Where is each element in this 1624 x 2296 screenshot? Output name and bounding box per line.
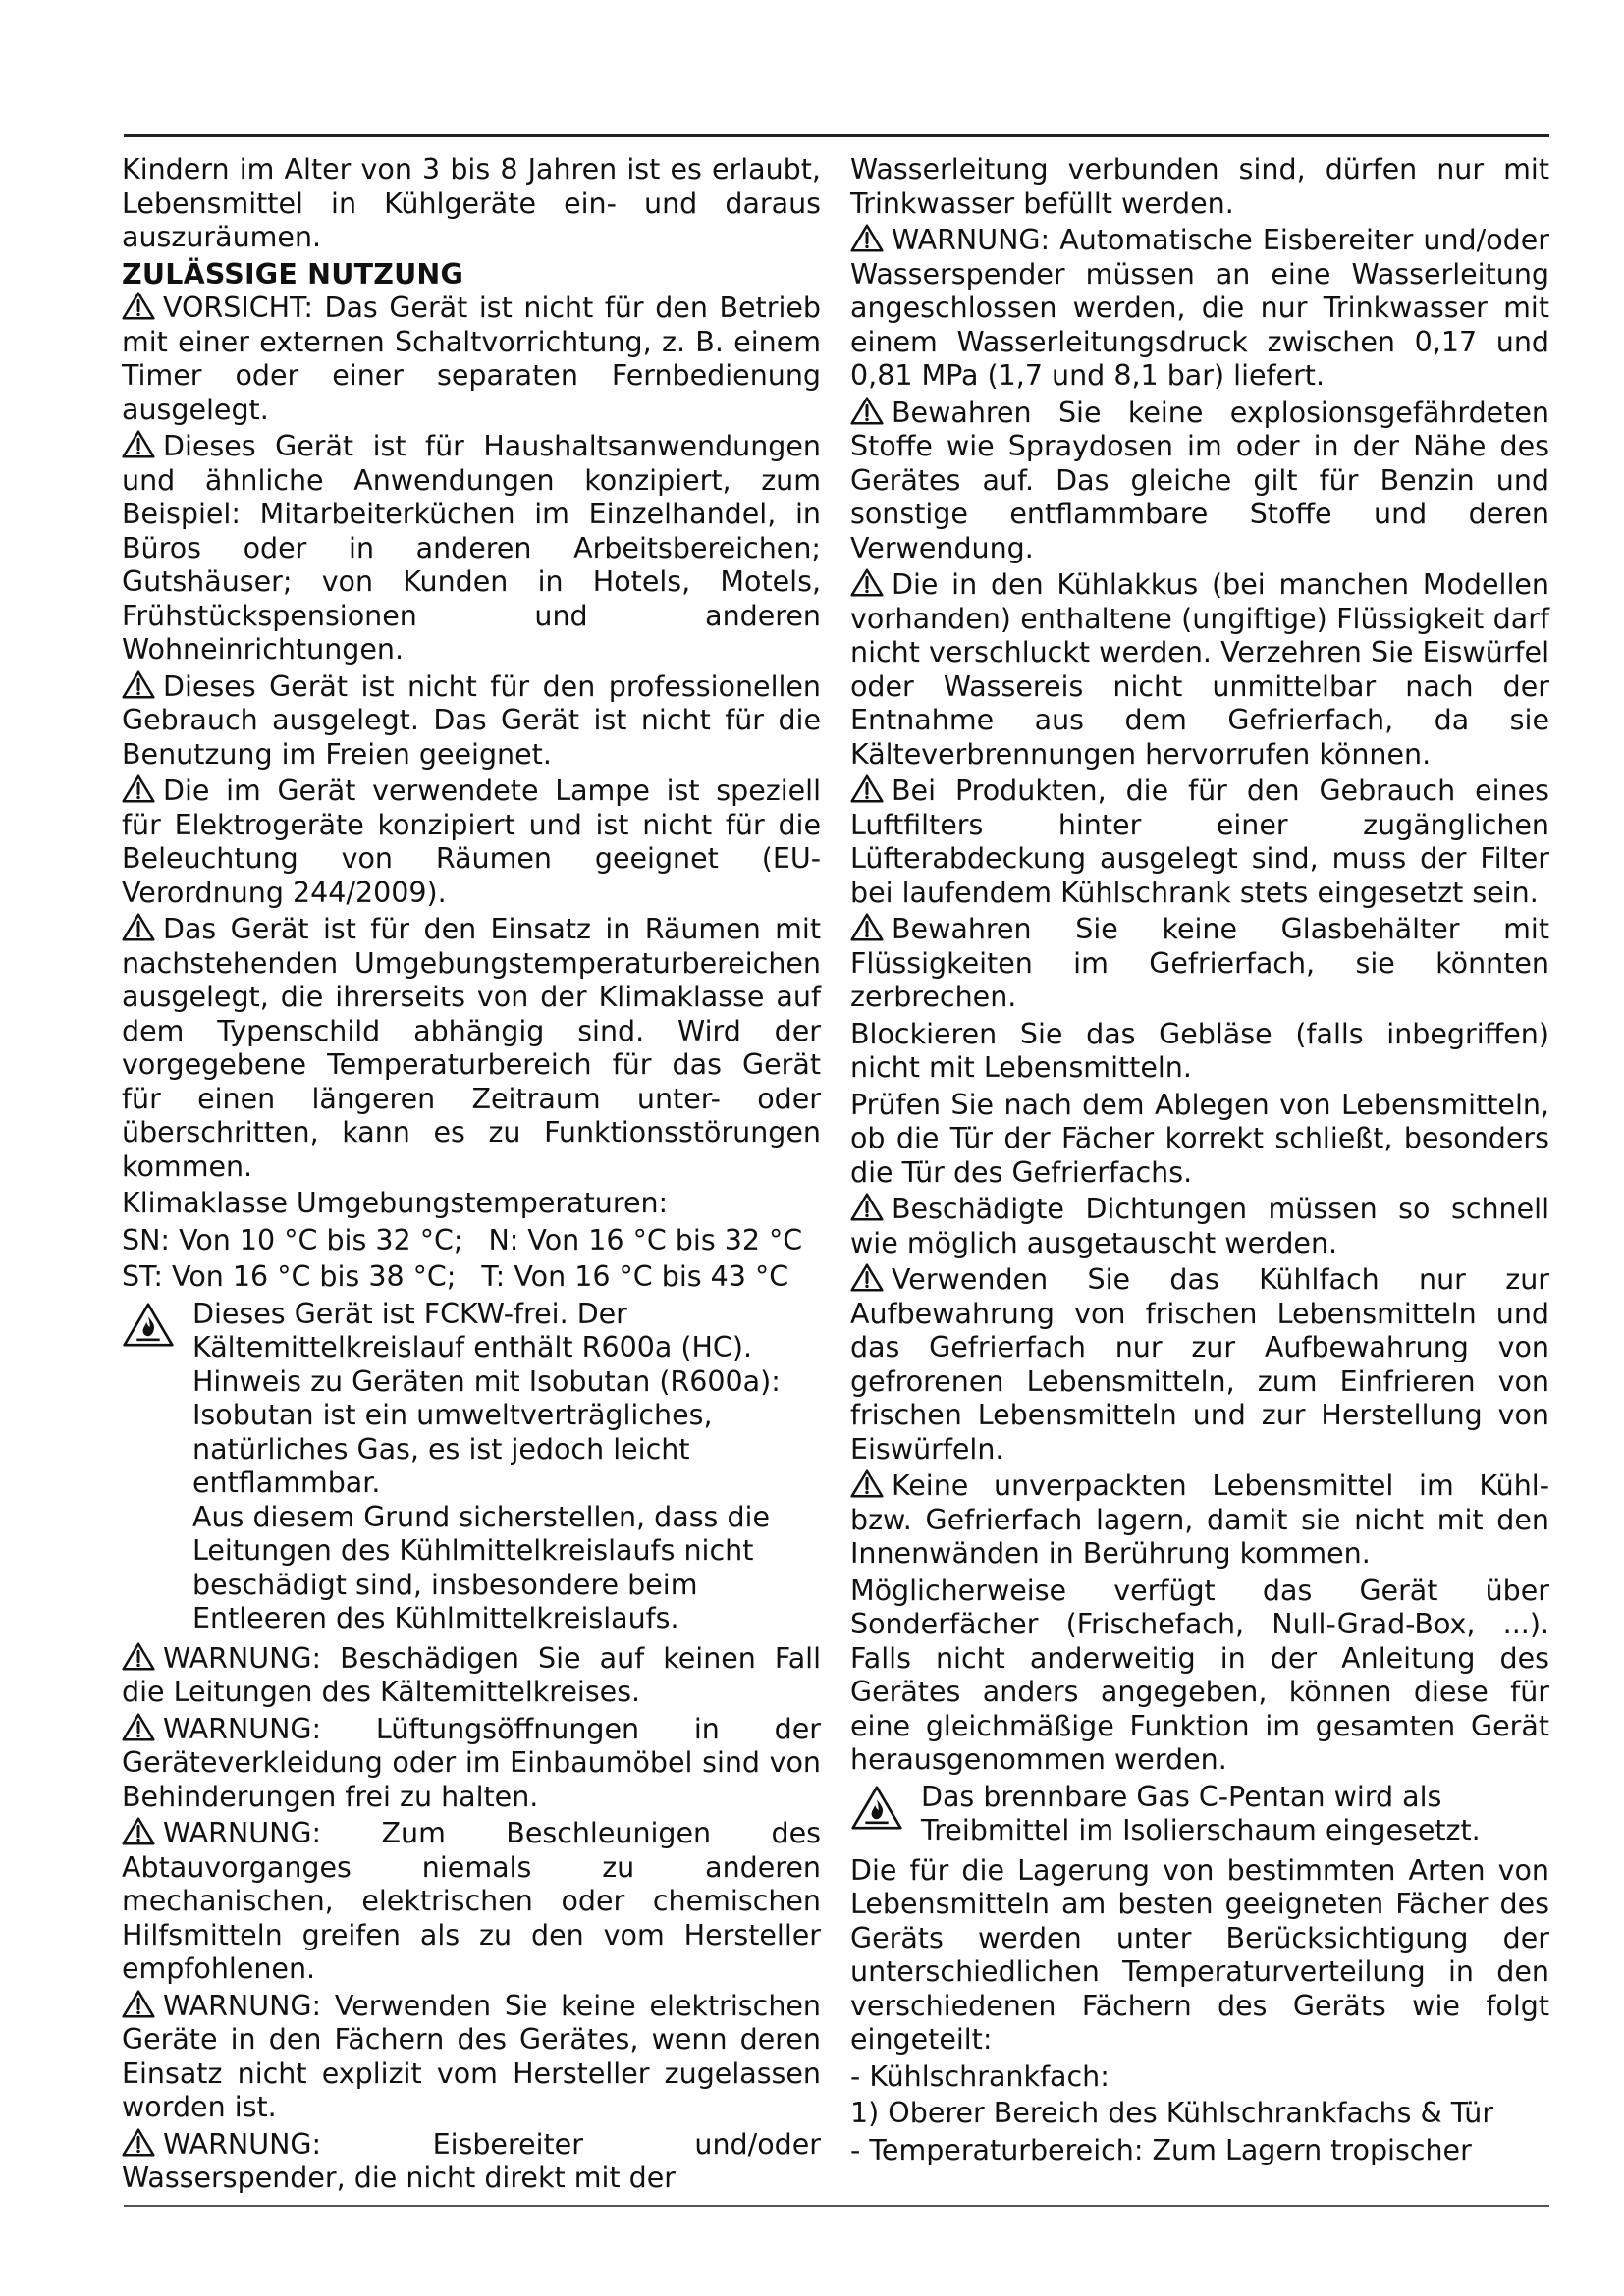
- flammable-warning-icon: [122, 1302, 175, 1348]
- paragraph: Die für die Lagerung von bestimmten Arten von Lebensmitteln am besten geeigneten Fächer des Geräts werden unter Berücksichtigung der unterschiedlichen Temperaturverteilung in den verschiedenen Fächern des Geräts wie folgt eingeteilt:: [850, 1853, 1549, 2056]
- paragraph: Keine unverpackten Lebensmittel im Kühl- bzw. Gefrierfach lagern, damit sie nicht mit den Innenwänden in Berührung kommen.: [850, 1469, 1549, 1570]
- left-column: [122, 153, 821, 2199]
- warning-icon: [122, 292, 155, 320]
- paragraph: Dieses Gerät ist für Haushaltsanwendungen und ähnliche Anwendungen konzipiert, zum Beispiel: Mitarbeiterküchen im Einzelhandel, in Büros oder in anderen Arbeitsbereichen; Gutshäuser; von Kunden in Hotels, Motels, Frühstückspensionen und anderen Wohneinrichtungen.: [122, 430, 821, 666]
- warning-icon: [122, 670, 155, 699]
- paragraph: WARNUNG: Eisbereiter und/oder Wasserspender, die nicht direkt mit der: [122, 2127, 821, 2194]
- paragraph: Beschädigte Dichtungen müssen so schnell wie möglich ausgetauscht werden.: [850, 1193, 1549, 1259]
- warning-icon: [850, 224, 884, 252]
- warning-icon: [122, 2128, 155, 2157]
- paragraph: WARNUNG: Beschädigen Sie auf keinen Fall die Leitungen des Kältemittelkreises.: [122, 1641, 821, 1708]
- climate-row: [122, 1224, 821, 1258]
- flammable-warning-icon: [850, 1785, 903, 1831]
- paragraph: WARNUNG: Verwenden Sie keine elektrischen Geräte in den Fächern des Gerätes, wenn deren Einsatz nicht explizit vom Hersteller zugelassen worden ist.: [122, 1989, 821, 2123]
- warning-icon: [850, 397, 884, 425]
- list-item: 1) Oberer Bereich des Kühlschrankfachs & Tür: [850, 2097, 1494, 2129]
- warning-icon: [122, 1990, 155, 2018]
- paragraph: Möglicherweise verfügt das Gerät über Sonderfächer (Frischefach, Null-Grad-Box, ...). Falls nicht anderweitig in der Anleitung des Gerätes anders angegeben, können diese für eine gleichmäßige Funktion im gesamten Gerät herausgenommen werden.: [850, 1574, 1549, 1776]
- climate-n: N: Von 16 °C bis 32 °C: [488, 1223, 803, 1256]
- climate-sn: SN: Von 10 °C bis 32 °C;: [122, 1223, 463, 1256]
- flammable-notice: [122, 1298, 821, 1636]
- warning-icon: [850, 1469, 884, 1498]
- warning-icon: [850, 1263, 884, 1292]
- warning-icon: [122, 913, 155, 941]
- paragraph: Blockieren Sie das Gebläse (falls inbegriffen) nicht mit Lebensmitteln.: [850, 1017, 1549, 1084]
- paragraph: Dieses Gerät ist FCKW-frei. Der Kältemittelkreislauf enthält R600a (HC). Hinweis zu Geräten mit Isobutan (R600a): Isobutan ist ein umweltverträgliches, natürliches Gas, es ist jedoch leicht entflammbar.: [192, 1297, 781, 1499]
- paragraph: WARNUNG: Lüftungsöffnungen in der Geräteverkleidung oder im Einbaumöbel sind von Behinderungen frei zu halten.: [122, 1712, 821, 1813]
- paragraph: Die im Gerät verwendete Lampe ist speziell für Elektrogeräte konzipiert und ist nicht für die Beleuchtung von Räumen geeignet (EU-Verordnung 244/2009).: [122, 774, 821, 909]
- warning-icon: [850, 913, 884, 941]
- paragraph: Prüfen Sie nach dem Ablegen von Lebensmitteln, ob die Tür der Fächer korrekt schließt, besonders die Tür des Gefrierfachs.: [850, 1088, 1549, 1189]
- paragraph: Kindern im Alter von 3 bis 8 Jahren ist es erlaubt, Lebensmittel in Kühlgeräte ein- und daraus auszuräumen.: [122, 153, 821, 253]
- paragraph: Aus diesem Grund sicherstellen, dass die Leitungen des Kühlmittelkreislaufs nicht beschädigt sind, insbesondere beim Entleeren des Kühlmittelkreislaufs.: [192, 1500, 771, 1634]
- bottom-rule: [124, 2205, 1549, 2207]
- climate-row: [122, 1260, 821, 1295]
- paragraph: Dieses Gerät ist nicht für den professionellen Gebrauch ausgelegt. Das Gerät ist nicht für die Benutzung im Freien geeignet.: [122, 669, 821, 771]
- flammable-notice: [850, 1781, 1549, 1848]
- warning-icon: [122, 1817, 155, 1845]
- paragraph: WARNUNG: Automatische Eisbereiter und/oder Wasserspender müssen an eine Wasserleitung angeschlossen werden, die nur Trinkwasser mit einem Wasserleitungsdruck zwischen 0,17 und 0,81 MPa (1,7 und 8,1 bar) liefert.: [850, 224, 1549, 392]
- list-item: - Temperaturbereich: Zum Lagern tropischer: [850, 2133, 1472, 2166]
- top-rule: [124, 134, 1549, 137]
- climate-st: ST: Von 16 °C bis 38 °C;: [122, 1260, 457, 1293]
- paragraph: Verwenden Sie das Kühlfach nur zur Aufbewahrung von frischen Lebensmitteln und das Gefrierfach nur zur Aufbewahrung von gefrorenen Lebensmitteln, zum Einfrieren von frischen Lebensmitteln und zur Herstellung von Eiswürfeln.: [850, 1263, 1549, 1466]
- paragraph: Bei Produkten, die für den Gebrauch eines Luftfilters hinter einer zugänglichen Lüfterabdeckung ausgelegt sind, muss der Filter bei laufendem Kühlschrank stets eingesetzt sein.: [850, 774, 1549, 909]
- paragraph: Wasserleitung verbunden sind, dürfen nur mit Trinkwasser befüllt werden.: [850, 153, 1549, 220]
- warning-icon: [850, 568, 884, 597]
- paragraph: Das Gerät ist für den Einsatz in Räumen mit nachstehenden Umgebungstemperaturbereichen ausgelegt, die ihrerseits von der Klimaklasse auf dem Typenschild abhängig sind. Wird der vorgegebene Temperaturbereich für das Gerät für einen längeren Zeitraum unter- oder überschritten, kann es zu Funktionsstörungen kommen.: [122, 913, 821, 1183]
- paragraph: VORSICHT: Das Gerät ist nicht für den Betrieb mit einer externen Schaltvorrichtung, z. B. einem Timer oder einer separaten Fernbedienung ausgelegt.: [122, 292, 821, 426]
- right-column: [850, 153, 1549, 2170]
- warning-icon: [850, 1193, 884, 1221]
- section-heading: ZULÄSSIGE NUTZUNG: [122, 257, 464, 291]
- paragraph: Bewahren Sie keine explosionsgefährdeten Stoffe wie Spraydosen im oder in der Nähe des Gerätes auf. Das gleiche gilt für Benzin und sonstige entflammbare Stoffe und deren Verwendung.: [850, 396, 1549, 564]
- warning-icon: [122, 1642, 155, 1671]
- warning-icon: [850, 774, 884, 803]
- warning-icon: [122, 774, 155, 803]
- paragraph: Das brennbare Gas C-Pentan wird als Treibmittel im Isolierschaum eingesetzt.: [921, 1780, 1481, 1846]
- paragraph: WARNUNG: Zum Beschleunigen des Abtauvorganges niemals zu anderen mechanischen, elektrischen oder chemischen Hilfsmitteln greifen als zu den vom Hersteller empfohlenen.: [122, 1817, 821, 1985]
- list-item: - Kühlschrankfach:: [850, 2059, 1110, 2093]
- warning-icon: [122, 430, 155, 458]
- warning-icon: [122, 1713, 155, 1741]
- paragraph: Bewahren Sie keine Glasbehälter mit Flüssigkeiten im Gefrierfach, sie könnten zerbrechen.: [850, 913, 1549, 1013]
- climate-t: T: Von 16 °C bis 43 °C: [481, 1260, 789, 1293]
- climate-title: Klimaklasse Umgebungstemperaturen:: [122, 1187, 669, 1219]
- paragraph: Die in den Kühlakkus (bei manchen Modellen vorhanden) enthaltene (ungiftige) Flüssigkeit darf nicht verschluckt werden. Verzehren Sie Eiswürfel oder Wassereis nicht unmittelbar nach der Entnahme aus dem Gefrierfach, da sie Kälteverbrennungen hervorrufen können.: [850, 568, 1549, 771]
